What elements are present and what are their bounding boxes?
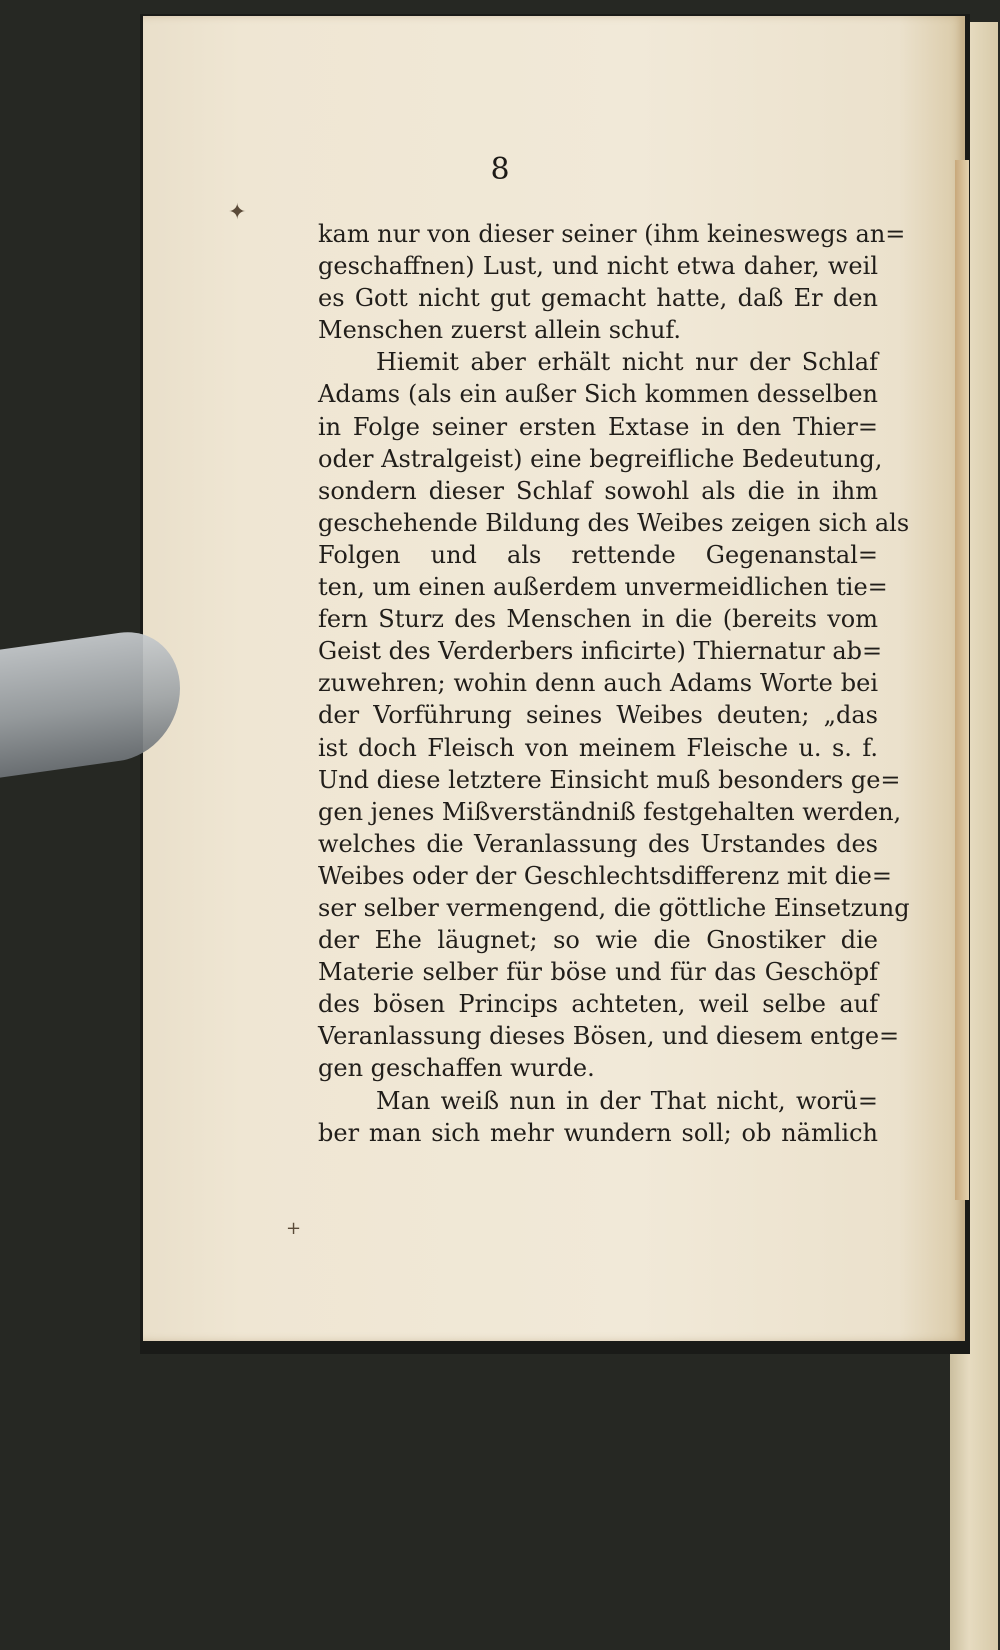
text-line: Weibes oder der Geschlechtsdifferenz mit die= (318, 861, 892, 890)
text-line: ist doch Fleisch von meinem Fleische u. s. f. (318, 733, 878, 762)
text-line: zuwehren; wohin denn auch Adams Worte bei (318, 669, 878, 698)
text-line: Materie selber für böse und für das Geschöpf (318, 958, 878, 987)
text-line: Adams (als ein außer Sich kommen desselben (318, 380, 878, 409)
text-line: fern Sturz des Menschen in die (bereits vom (318, 605, 878, 634)
text-line: Menschen zuerst allein schuf. (318, 316, 682, 345)
pencil-cross-mark: + (286, 1218, 302, 1239)
text-line: Und diese letztere Einsicht muß besonders ge= (318, 765, 901, 794)
text-line: ten, um einen außerdem unvermeidlichen tie= (318, 573, 888, 602)
text-line: Geist des Verderbers inficirte) Thiernatur ab= (318, 637, 883, 666)
page-gutter (955, 160, 969, 1200)
text-line: ser selber vermengend, die göttliche Einsetzung (318, 893, 910, 922)
body-text (318, 218, 910, 1149)
page-number: 8 (490, 152, 510, 187)
text-line: in Folge seiner ersten Extase in den Thier= (318, 412, 878, 441)
text-line: oder Astralgeist) eine begreifliche Bedeutung, (318, 444, 883, 473)
text-line: der Ehe läugnet; so wie die Gnostiker die (318, 926, 878, 955)
text-line: gen jenes Mißverständniß festgehalten werden, (318, 797, 902, 826)
text-line: des bösen Princips achteten, weil selbe auf (318, 990, 878, 1019)
text-line: Folgen und als rettende Gegenanstal= (318, 540, 878, 569)
text-line: ber man sich mehr wundern soll; ob nämlich (318, 1118, 878, 1147)
text-line: es Gott nicht gut gemacht hatte, daß Er den (318, 284, 878, 313)
text-line: der Vorführung seines Weibes deuten; „das (318, 701, 878, 730)
text-line: sondern dieser Schlaf sowohl als die in ihm (318, 476, 878, 505)
text-line: Veranlassung dieses Bösen, und diesem entge= (318, 1022, 900, 1051)
text-line: Man weiß nun in der That nicht, worü= (376, 1086, 878, 1115)
text-line: welches die Veranlassung des Urstandes des (318, 829, 878, 858)
text-line: kam nur von dieser seiner (ihm keineswegs an= (318, 220, 906, 248)
text-line: Hiemit aber erhält nicht nur der Schlaf (376, 348, 878, 377)
text-line: geschaffnen) Lust, und nicht etwa daher, weil (318, 252, 878, 281)
text-line: gen geschaffen wurde. (318, 1054, 595, 1083)
text-line: geschehende Bildung des Weibes zeigen sich als (318, 508, 910, 537)
ink-speck: ✦ (228, 200, 247, 225)
